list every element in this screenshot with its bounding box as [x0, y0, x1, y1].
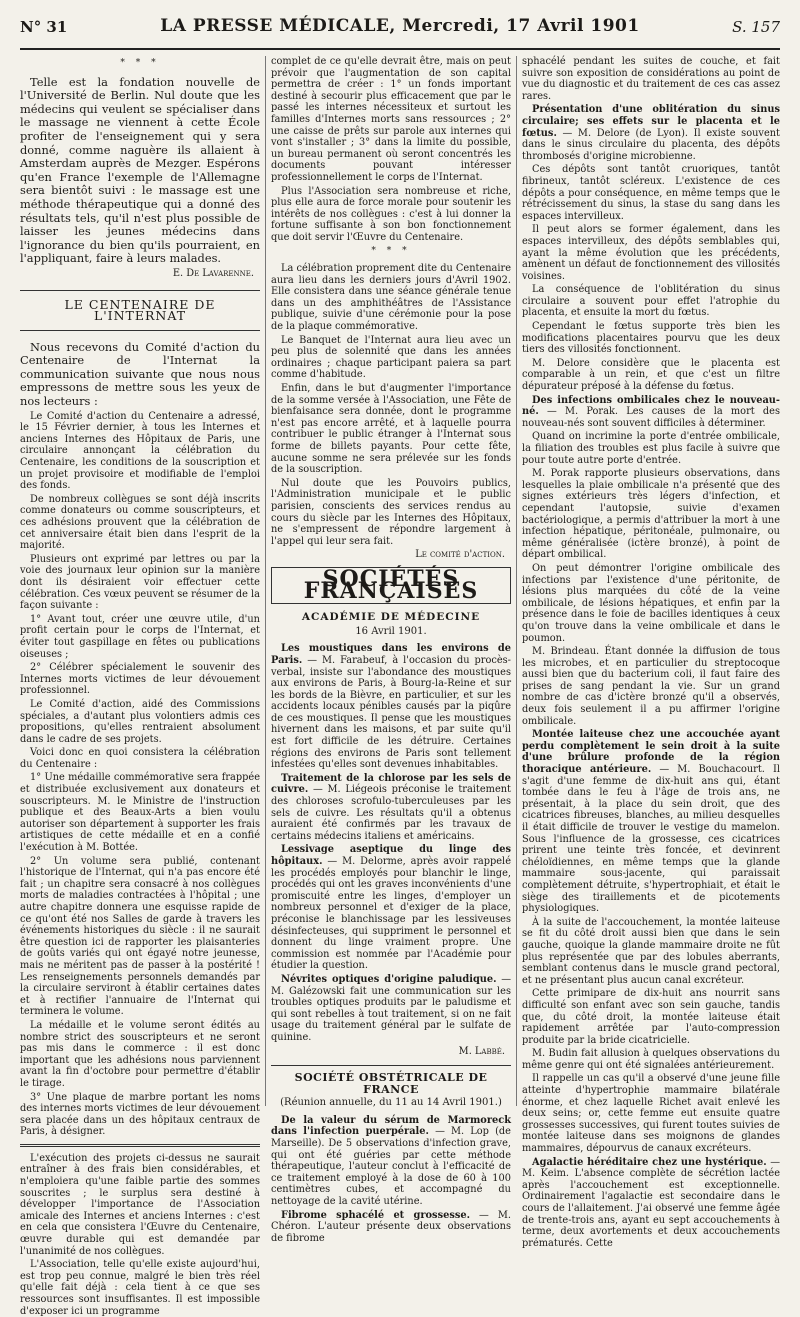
report-body: — M. Galézowski fait une communication sur les troubles optiques produits par le paludisme et qui sont rebelles à tout traitement, si on ne fait usage du traitement général par le sulfate de quinine.: [271, 973, 511, 1043]
paragraph: Il rappelle un cas qu'il a observé d'une jeune fille atteinte d'hypertrophie mammaire bilatérale énorme, et chez laquelle Richet avait enlevé les deux seins; or, cette femme eut ensuite quatre grossesses successives, qui furent toutes suivies de montée laiteuse dans ses moignons de glandes mammaires, dépourvus de canaux excréteurs.: [522, 1073, 780, 1155]
report-body: — M. Delore (de Lyon). Il existe souvent dans le sinus circulaire du placenta, des dépôts thrombosés d'origine microbienne.: [522, 127, 780, 162]
journal-title: LA PRESSE MÉDICALE, Mercredi, 17 Avril 1901: [160, 16, 640, 36]
report-item: [271, 974, 511, 1044]
section-title: LE CENTENAIRE DE L'INTERNAT: [20, 290, 260, 331]
paragraph: Plusieurs ont exprimé par lettres ou par la voie des journaux leur opinion sur la manière dont ils désiraient voir effectuer cette célébration. Ces vœux peuvent se résumer de la façon suivante :: [20, 553, 260, 612]
report-body: — M. Lop (de Marseille). De 5 observations d'infection grave, qui ont été guéries par cette méthode thérapeutique, l'auteur conclut à l'efficacité de ce traitement employé à la dose de 60 à 100 centimètres cubes, et accompagné du nettoyage de la cavité utérine.: [271, 1126, 511, 1208]
paragraph: Plus l'Association sera nombreuse et riche, plus elle aura de force morale pour soutenir les intérêts de nos collègues : c'est à lui donner la fortune suffisante à son bon fonctionnement que doit servir l'Œuvre du Centenaire.: [271, 185, 511, 243]
column-2: [271, 56, 511, 1244]
paragraph: Voici donc en quoi consistera la célébration du Centenaire :: [20, 747, 260, 770]
obstetric-society-subtitle: (Réunion annuelle, du 11 au 14 Avril 1901.): [280, 1097, 502, 1109]
paragraph: Il peut alors se former également, dans les espaces intervilleux, des dépôts semblables qui, ayant la même évolution que les précédents, amènent un défaut de fonctionnement des villosités voisines.: [522, 224, 780, 282]
issue-number: N° 31: [20, 18, 68, 36]
paragraph: M. Budin fait allusion à quelques observations du même genre qui ont été signalées antérieurement.: [522, 1048, 780, 1071]
paragraph: Nous recevons du Comité d'action du Centenaire de l'Internat la communication suivante que nous nous empressons de mettre sous les yeux de nos lecteurs :: [20, 339, 260, 409]
separator-stars: * * *: [371, 245, 411, 256]
paragraph: M. Delore considère que le placenta est comparable à un rein, et que c'est un filtre dépurateur préposé à la défense du fœtus.: [522, 357, 780, 393]
paragraph: La conséquence de l'oblitération du sinus circulaire a souvent pour effet l'atrophie du placenta, et ensuite la mort du fœtus.: [522, 284, 780, 319]
paragraph: complet de ce qu'elle devrait être, mais on peut prévoir que l'augmentation de son capital permettra de créer : 1° un fonds important destiné à secourir plus efficacement que par le passé les internes nécessiteux et surtout les familles d'Internes morts sans ressources ; 2° une caisse de prêts sur parole aux internes qui vont s'installer ; 3° dans la limite du possible, un bureau permanent où seront concentrés les documents pouvant intéresser professionnellement le corps de l'Internat.: [271, 56, 511, 183]
paragraph: 2° Célébrer spécialement le souvenir des Internes morts victimes de leur dévouement professionnel.: [20, 662, 260, 697]
report-item: [271, 1115, 511, 1208]
paragraph: La médaille et le volume seront édités au nombre strict des souscripteurs et ne seront pas mis dans le commerce : il est donc important que les adhésions nous parviennent avant la fin d'octobre pour permettre d'établir le tirage.: [20, 1019, 260, 1089]
column-rule: [516, 56, 517, 1106]
divider: [20, 1144, 260, 1147]
report-item: [271, 1210, 511, 1245]
report-body: — M. Bouchacourt. Il s'agit d'une femme de dix-huit ans qui, étant tombée dans le feu à l'âge de trois ans, ne présentait, à la place du sein droit, que des cicatrices fibreuses, blanches, au milieu desquelles il était difficile de trouver le vestige du mamelon. Sous l'influence de la grossesse, ces cicatrices prirent une teinte très foncée, et devinrent chéloïdiennes, en même temps que la glande mammaire sous-jacente, qui paraissait complètement détruite, s'hypertrophiait, et était le siège des tiraillements et de picotements physiologiques.: [522, 764, 781, 915]
report-item: [522, 395, 780, 430]
report-title: Agalactie héréditaire chez une hystérique.: [532, 1156, 767, 1168]
academy-date: 16 Avril 1901.: [355, 625, 427, 637]
report-body: — M. Liégeois préconise le traitement des chloroses scrofulo-tuberculeuses par les sels de cuivre. Les résultats qu'il a obtenus auraient été confirmés par les travaux de certains médecins italiens et américains.: [271, 784, 511, 842]
paragraph: Nul doute que les Pouvoirs publics, l'Administration municipale et le public parisien, conscients des services rendus au cours du siècle par les Internes des Hôpitaux, ne s'empressent de répondre largement à l'appel qui leur sera fait.: [271, 477, 511, 547]
report-title: Traitement de la chlorose par les sels de cuivre.: [271, 772, 511, 796]
report-title: Des infections ombilicales chez le nouveau-né.: [522, 394, 780, 418]
paragraph: 3° Une plaque de marbre portant les noms des internes morts victimes de leur dévouement sera placée dans un des hôpitaux centraux de Paris, à désigner.: [20, 1091, 260, 1138]
report-item: [522, 1157, 780, 1250]
report-title: De la valeur du sérum de Marmoreck dans l'infection puerpérale.: [271, 1114, 511, 1138]
paragraph: sphacélé pendant les suites de couche, et fait suivre son exposition de considérations au point de vue du diagnostic et du traitement de ces cas assez rares.: [522, 56, 780, 102]
report-body: — M. Keim. L'absence complète de sécrétion lactée après l'accouchement est exceptionnelle. Ordinairement l'agalactie est secondaire dans le cours de l'allaitement. J'ai observé une femme âgée de trente-trois ans, ayant eu sept accouchements à terme, deux avortements et deux accouchements prématurés. Cette: [522, 1156, 780, 1249]
paragraph: Cette primipare de dix-huit ans nourrit sans difficulté son enfant avec son sein gauche, tandis que, du côté droit, la montée laiteuse était rapidement arrêtée par l'auto-compression produite par la bride cicatricielle.: [522, 988, 780, 1046]
academy-title: ACADÉMIE DE MÉDECINE: [301, 611, 481, 624]
report-title: Montée laiteuse chez une accouchée ayant perdu complètement le sein droit à la suite d'une brûlure profonde de la région thoracique antérieure.: [522, 729, 780, 776]
paragraph: M. Porak rapporte plusieurs observations, dans lesquelles la plaie ombilicale n'a présenté que des signes extérieurs très légers d'infection, et cependant l'autopsie, suivie d'examen bactériologique, a permis d'attribuer la mort à une infection hépatique, péritonéale, pulmonaire, ou même généralisée (ictère bronzé), à point de départ ombilical.: [522, 468, 780, 561]
paragraph: Ces dépôts sont tantôt cruoriques, tantôt fibrineux, tantôt scléreux. L'existence de ces dépôts a pour conséquence, en même temps que le rétrécissement du sinus, la stase du sang dans les espaces intervilleux.: [522, 164, 780, 222]
paragraph: Le Banquet de l'Internat aura lieu avec un peu plus de solennité que dans les années ordinaires ; chaque participant paiera sa part comme d'habitude.: [271, 334, 511, 381]
report-body: — M. Chéron. L'auteur présente deux observations de fibrome: [271, 1209, 511, 1244]
separator-stars: * * *: [120, 58, 160, 68]
report-body: — M. Delorme, après avoir rappelé les procédés employés pour blanchir le linge, procédés qui ont les graves inconvénients d'une promiscuité entre les linges, d'employer un nombreux personnel et d'exiger de la place, préconise le blanchissage par les lessiveuses désinfecteuses, qui suppriment le personnel et donnent du linge vraiment propre. Une commission est nommée par l'Académie pour étudier la question.: [271, 856, 511, 972]
paragraph: Quand on incrimine la porte d'entrée ombilicale, la filiation des troubles est plus facile à suivre que pour toute autre porte d'entrée.: [522, 431, 780, 466]
report-item: [271, 844, 511, 972]
report-item: [271, 643, 511, 771]
page-header: [20, 14, 780, 50]
report-body: — M. Farabeuf, à l'occasion du procès-verbal, insiste sur l'abondance des moustiques aux environs de Paris, à Bourg-la-Reine et sur les bords de la Bièvre, en particulier, et sur les accidents locaux pénibles causés par la piqûre de ces moustiques. Il pense que les moustiques hivernent dans les maisons, et par suite qu'il est fort difficile de les détruire. Certaines régions des environs de Paris sont tellement infestées qu'elles sont devenues inhabitables.: [271, 654, 511, 771]
paragraph: Cependant le fœtus supporte très bien les modifications placentaires pourvu que les deux tiers des villosités fonctionnent.: [522, 321, 780, 356]
societies-banner: SOCIÉTÉS FRANÇAISES: [271, 567, 511, 604]
report-title: Fibrome sphacélé et grossesse.: [281, 1209, 470, 1221]
paragraph: 2° Un volume sera publié, contenant l'historique de l'Internat, qui n'a pas encore été fait ; un chapitre sera consacré à nos collègues morts de maladies contractées à l'hôpital ; une autre chapitre donnera une esquisse rapide de ce qu'ont été nos Salles de garde à travers les événements historiques du siècle : il ne saurait être question ici de rapporter les plaisanteries de goûts variés qui ont égayé notre jeunesse, mais ne méritent pas de passer à la postérité ! Les renseignements personnels demandés par la circulaire serviront à établir certaines dates et à rectifier l'annuaire de l'Internat qui terminera le volume.: [20, 855, 260, 1018]
report-title: Présentation d'une oblitération du sinus circulaire; ses effets sur le placenta et le fœtus.: [522, 104, 780, 139]
paragraph: L'Association, telle qu'elle existe aujourd'hui, est trop peu connue, malgré le bien très réel qu'elle fait déjà : cela tient à ce que ses ressources sont insuffisantes. Il est impossible d'exposer ici un programme: [20, 1259, 260, 1317]
page-number: S. 157: [732, 18, 780, 36]
paragraph: De nombreux collègues se sont déjà inscrits comme donateurs ou comme souscripteurs, et ces adhésions prouvent que la célébration de cet anniversaire était bien dans l'esprit de la majorité.: [20, 493, 260, 552]
paragraph: 1° Avant tout, créer une œuvre utile, d'un profit certain pour le corps de l'Internat, et éviter tout gaspillage en fêtes ou publications oiseuses ;: [20, 613, 260, 660]
paragraph: L'exécution des projets ci-dessus ne saurait entraîner à des frais bien considérables, et n'emploiera qu'une faible partie des sommes souscrites ; le surplus sera destiné à développer l'importance de l'Association amicale des Internes et anciens Internes : c'est en cela que consistera l'Œuvre du Centenaire, œuvre durable qui est demandée par l'unanimité de nos collègues.: [20, 1152, 260, 1257]
report-body: — M. Porak. Les causes de la mort des nouveau-nés sont souvent difficiles à déterminer.: [522, 406, 780, 429]
column-rule: [265, 56, 266, 1106]
paragraph: On peut démontrer l'origine ombilicale des infections par l'existence d'une péritonite, de lésions plus marquées du côté de la veine ombilicale, de lésions hépatiques, et enfin par la présence dans le foie de bacilles identiques à ceux qu'on trouve dans la veine ombilicale et dans le poumon.: [522, 562, 780, 644]
intro-paragraph: Telle est la fondation nouvelle de l'Université de Berlin. Nul doute que les médecins qui veulent se spécialiser dans le massage ne viennent à cette École profiter de l'enseignement qui y sera donné, comme naguère ils allaient à Amsterdam auprès de Mezger. Espérons qu'en France l'exemple de l'Allemagne sera bientôt suivi : le massage est une méthode thérapeutique qui a donné des résultats tels, qu'il n'est plus possible de laisser les jeunes médecins dans l'ignorance du bien qu'ils pourraient, en l'appliquant, faire à leurs malades.: [20, 74, 260, 266]
committee-signature: Le comité d'action.: [415, 549, 505, 561]
column-3: [522, 56, 781, 1249]
paragraph: Le Comité d'action du Centenaire a adressé, le 15 Février dernier, à tous les Internes et anciens Internes des Hôpitaux de Paris, une circulaire annonçant la célébration du Centenaire, les conditions de la souscription et un projet provisoire et modifiable de l'emploi des fonds.: [20, 410, 260, 492]
column-1: [20, 56, 260, 1317]
paragraph: À la suite de l'accouchement, la montée laiteuse se fit du côté droit aussi bien que dans le sein gauche, quoique la glande mammaire droite ne fût plus représentée que par des lobules aberrants, semblant contenus dans le muscle grand pectoral, et ne présentant plus aucun canal excréteur.: [522, 916, 780, 986]
intro-signature: E. De Lavarenne.: [172, 267, 254, 279]
paragraph: Enfin, dans le but d'augmenter l'importance de la somme versée à l'Association, une Fête de bienfaisance sera donnée, dont le programme n'est pas encore arrêté, et à laquelle pourra contribuer le public étranger à l'Internat sous forme de billets payants. Pour cette fête, aucune somme ne sera prélevée sur les fonds de la souscription.: [271, 383, 511, 476]
paragraph: Le Comité d'action, aidé des Commissions spéciales, a d'autant plus volontiers admis ces propositions, qu'elles rentraient absolument dans le cadre de ses projets.: [20, 698, 260, 745]
report-item: [271, 773, 511, 843]
paragraph: 1° Une médaille commémorative sera frappée et distribuée exclusivement aux donateurs et souscripteurs. M. le Ministre de l'instruction publique et des Beaux-Arts a bien voulu autoriser son département à supporter les frais artistiques de cette médaille et en a confié l'exécution à M. Bottée.: [20, 772, 260, 854]
report-title: Névrites optiques d'origine paludique.: [281, 973, 497, 985]
paragraph: La célébration proprement dite du Centenaire aura lieu dans les derniers jours d'Avril 1902. Elle consistera dans une séance générale tenue dans un des amphithéâtres de l'Assistance publique, suivie d'une cérémonie pour la pose de la plaque commémorative.: [271, 263, 511, 333]
report-signature: M. Labbé.: [458, 1045, 505, 1057]
paragraph: M. Brindeau. Étant donnée la diffusion de tous les microbes, et en particulier du streptocoque aussi bien que du bacterium coli, il faut faire des prises de sang pendant la vie. Sur un grand nombre de cas d'ictère bronzé qu'il a observés, deux fois seulement il a pu affirmer l'origine ombilicale.: [522, 646, 780, 727]
obstetric-society-title: SOCIÉTÉ OBSTÉTRICALE DE FRANCE: [271, 1065, 511, 1095]
report-item: [522, 729, 780, 915]
report-title: Lessivage aseptique du linge des hôpitaux.: [271, 844, 511, 867]
report-title: Les moustiques dans les environs de Paris.: [271, 643, 511, 666]
report-item: [522, 104, 780, 162]
